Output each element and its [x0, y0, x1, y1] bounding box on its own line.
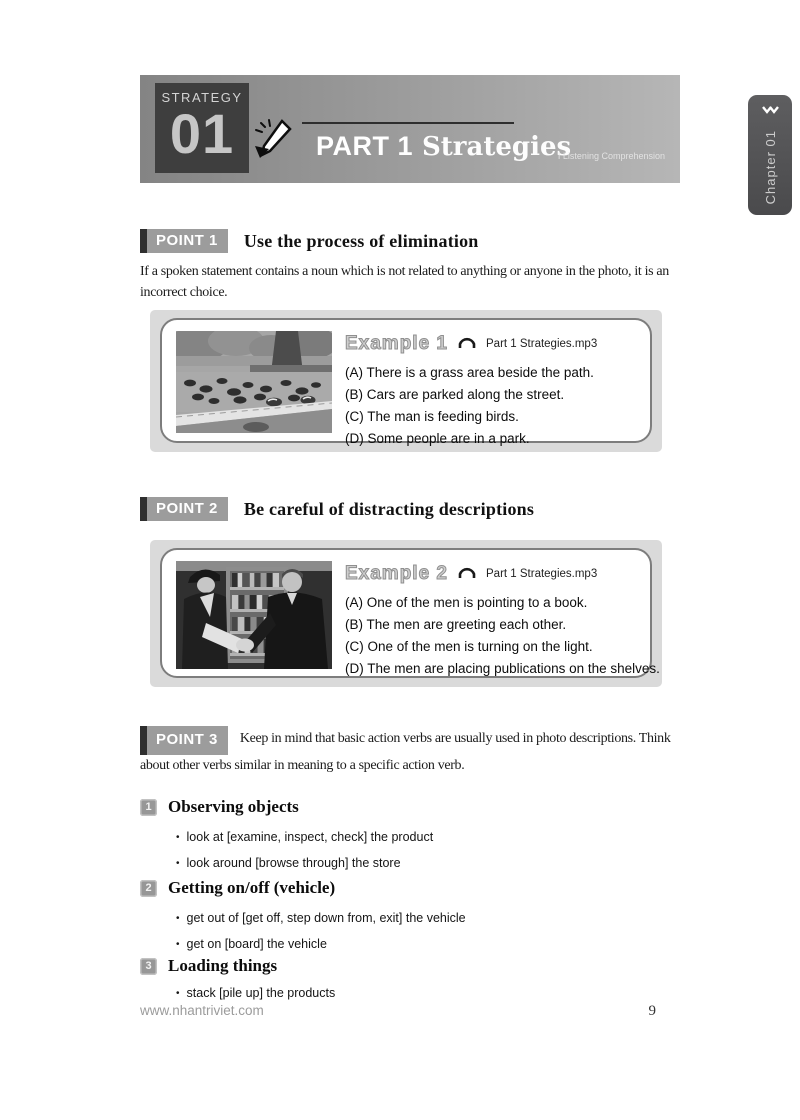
- point2-row: [140, 497, 534, 521]
- headphone-icon: [457, 565, 477, 583]
- example2-title: Example 2: [345, 563, 448, 584]
- point1-heading: Use the process of elimination: [243, 230, 479, 251]
- section-label: I Listening Comprehension: [557, 151, 665, 161]
- footer-website: www.nhantriviet.com: [140, 1003, 264, 1018]
- point3-badge: POINT 3: [140, 726, 228, 755]
- point2-heading: Be careful of distracting descriptions: [243, 498, 535, 519]
- bullet-item: • get on [board] the vehicle: [176, 932, 466, 958]
- answer-option-c: (C) One of the men is turning on the light.: [345, 639, 593, 654]
- chapter-tab-label: Chapter 01: [762, 130, 778, 205]
- header-rule: [302, 122, 514, 124]
- men-handshake-bookshelf-photo: [176, 561, 332, 676]
- page-title: [316, 131, 571, 162]
- point1-row: [140, 229, 479, 253]
- page-footer: [140, 1003, 668, 1020]
- bullet-item: • stack [pile up] the products: [176, 981, 335, 1007]
- answer-option-c: (C) The man is feeding birds.: [345, 409, 519, 424]
- example1-header: [345, 333, 597, 355]
- birds-in-park-photo: [176, 331, 332, 441]
- answer-option-a: (A) One of the men is pointing to a book.: [345, 595, 588, 610]
- strategy-number: 01: [169, 102, 235, 165]
- point1-badge: POINT 1: [140, 229, 228, 253]
- strategy-box: [155, 83, 249, 173]
- section-number-badge: 1: [140, 799, 157, 816]
- footer-page-number: 9: [648, 1003, 656, 1019]
- example2-box: [160, 548, 660, 678]
- point3-body: Keep in mind that basic action verbs are usually used in photo descriptions. Think about other verbs similar in meaning to a specific action verb.: [140, 731, 671, 773]
- section-number-badge: 3: [140, 958, 157, 975]
- page-title-sub: Strategies: [422, 132, 572, 162]
- bullet-item: • get out of [get off, step down from, exit] the vehicle: [176, 906, 466, 932]
- example2-card: [150, 540, 662, 687]
- example2-audio-file: Part 1 Strategies.mp3: [486, 568, 598, 580]
- section-title: Observing objects: [168, 797, 299, 816]
- verb-section-observing: [140, 797, 433, 877]
- section-title: Loading things: [168, 956, 278, 975]
- verb-section-loading: [140, 956, 335, 1007]
- headphone-icon: [457, 335, 477, 353]
- section-title: Getting on/off (vehicle): [168, 878, 336, 897]
- chapter-tab: [748, 95, 792, 215]
- example1-box: [160, 318, 652, 446]
- answer-option-d: (D) The men are placing publications on the shelves.: [345, 661, 660, 676]
- example1-options: [345, 362, 597, 450]
- example1-audio-file: Part 1 Strategies.mp3: [486, 338, 598, 350]
- double-chevron-down-icon: [761, 102, 779, 120]
- point2-badge: POINT 2: [140, 497, 228, 521]
- page-title-main: PART 1: [316, 131, 414, 161]
- answer-option-d: (D) Some people are in a park.: [345, 431, 530, 446]
- verb-section-getting-on-off: [140, 878, 466, 958]
- example1-text: [345, 331, 598, 446]
- answer-option-a: (A) There is a grass area beside the path.: [345, 365, 594, 380]
- point3-paragraph: [140, 726, 674, 777]
- bullet-item: • look around [browse through] the store: [176, 851, 433, 877]
- point1-body: If a spoken statement contains a noun which is not related to anything or anyone in the photo, it is an incorrect choice.: [140, 264, 669, 300]
- bullet-item: • look at [examine, inspect, check] the product: [176, 825, 433, 851]
- section-number-badge: 2: [140, 880, 157, 897]
- pen-icon: [252, 117, 298, 164]
- example2-options: [345, 592, 660, 680]
- answer-option-b: (B) The men are greeting each other.: [345, 617, 567, 632]
- example2-text: [345, 561, 660, 676]
- answer-option-b: (B) Cars are parked along the street.: [345, 387, 565, 402]
- strategy-label: STRATEGY: [161, 90, 243, 105]
- example2-header: [345, 563, 660, 585]
- example1-title: Example 1: [345, 333, 448, 354]
- header-band: [140, 75, 680, 183]
- example1-card: [150, 310, 662, 452]
